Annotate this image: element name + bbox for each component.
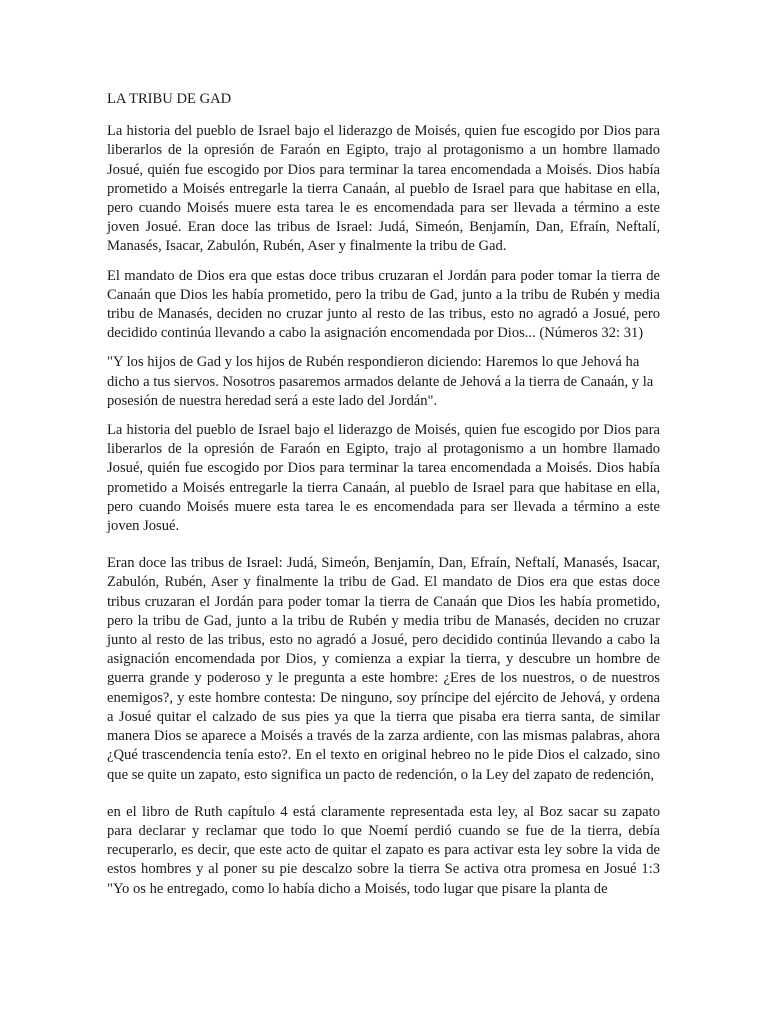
document-page [107,90,660,909]
paragraph-twelve-tribes: Eran doce las tribus de Israel: Judá, Simeón, Benjamín, Dan, Efraín, Neftalí, Manasés, Isacar, Zabulón, Rubén, Aser y finalmente la tribu de Gad. El mandato de Dios era que estas doce tribus cruzaran el Jordán para poder tomar la tierra de Canaán que Dios les había prometido, pero la tribu de Gad, junto a la tribu de Rubén y media tribu de Manasés, deciden no cruzar junto al resto de las tribus, esto no agradó a Josué, pero decidido continúa llevando a cabo la asignación encomendada por Dios, y comienza a expiar la tierra, y descubre un hombre de guerra grande y poderoso y le pregunta a este hombre: ¿Eres de los nuestros, o de nuestros enemigos?, y este hombre contesta: De ninguno, soy príncipe del ejército de Jehová, y ordena a Josué quitar el calzado de sus pies ya que la tierra que pisaba era tierra santa, de similar manera Dios se aparece a Moisés a través de la zarza ardiente, con las mismas palabras, ahora ¿Qué trascendencia tenía esto?. En el texto en original hebreo no le pide Dios el calzado, sino que se quite un zapato, esto significa un pacto de redención, o la Ley del zapato de redención, [107,555,660,783]
paragraph-quote-numbers: "Y los hijos de Gad y los hijos de Rubén respondieron diciendo: Haremos lo que Jehová ha dicho a tus siervos. Nosotros pasaremos armados delante de Jehová a la tierra de Canaán, y la posesión de nuestra heredad será a este lado del Jordán". [107,354,654,409]
paragraph-history-repeat: La historia del pueblo de Israel bajo el liderazgo de Moisés, quien fue escogido por Dios para liberarlos de la opresión de Faraón en Egipto, trajo al protagonismo a un hombre llamado Josué, quién fue escogido por Dios para terminar la tarea encomendada a Moisés. Dios había prometido a Moisés entregarle la tierra Canaán, al pueblo de Israel para que habitase en ella, pero cuando Moisés muere esta tarea le es encomendada para ser llevada a término a este joven Josué. [107,422,660,535]
paragraph-intro: La historia del pueblo de Israel bajo el liderazgo de Moisés, quien fue escogido por Dios para liberarlos de la opresión de Faraón en Egipto, trajo al protagonismo a un hombre llamado Josué, quién fue escogido por Dios para terminar la tarea encomendada a Moisés. Dios había prometido a Moisés entregarle la tierra Canaán, al pueblo de Israel para que habitase en ella, pero cuando Moisés muere esta tarea le es encomendada para ser llevada a término a este joven Josué. Eran doce las tribus de Israel: Judá, Simeón, Benjamín, Dan, Efraín, Neftalí, Manasés, Isacar, Zabulón, Rubén, Aser y finalmente la tribu de Gad. [107,123,660,255]
paragraph-ruth: en el libro de Ruth capítulo 4 está claramente representada esta ley, al Boz sacar su zapato para declarar y reclamar que todo lo que Noemí perdió cuando se fue de la tierra, debía recuperarlo, es decir, que este acto de quitar el zapato es para activar esta ley sobre la vida de estos hombres y al poner su pie descalzo sobre la tierra Se activa otra promesa en Josué 1:3 "Yo os he entregado, como lo había dicho a Moisés, todo lugar que pisare la planta de [107,803,660,897]
paragraph-mandate: El mandato de Dios era que estas doce tribus cruzaran el Jordán para poder tomar la tierra de Canaán que Dios les había prometido, pero la tribu de Gad, junto a la tribu de Rubén y media tribu de Manasés, deciden no cruzar junto al resto de las tribus, esto no agradó a Josué, pero decidido continúa llevando a cabo la asignación encomendada por Dios... (Números 32: 31) [107,267,660,342]
document-title: LA TRIBU DE GAD [107,91,232,107]
